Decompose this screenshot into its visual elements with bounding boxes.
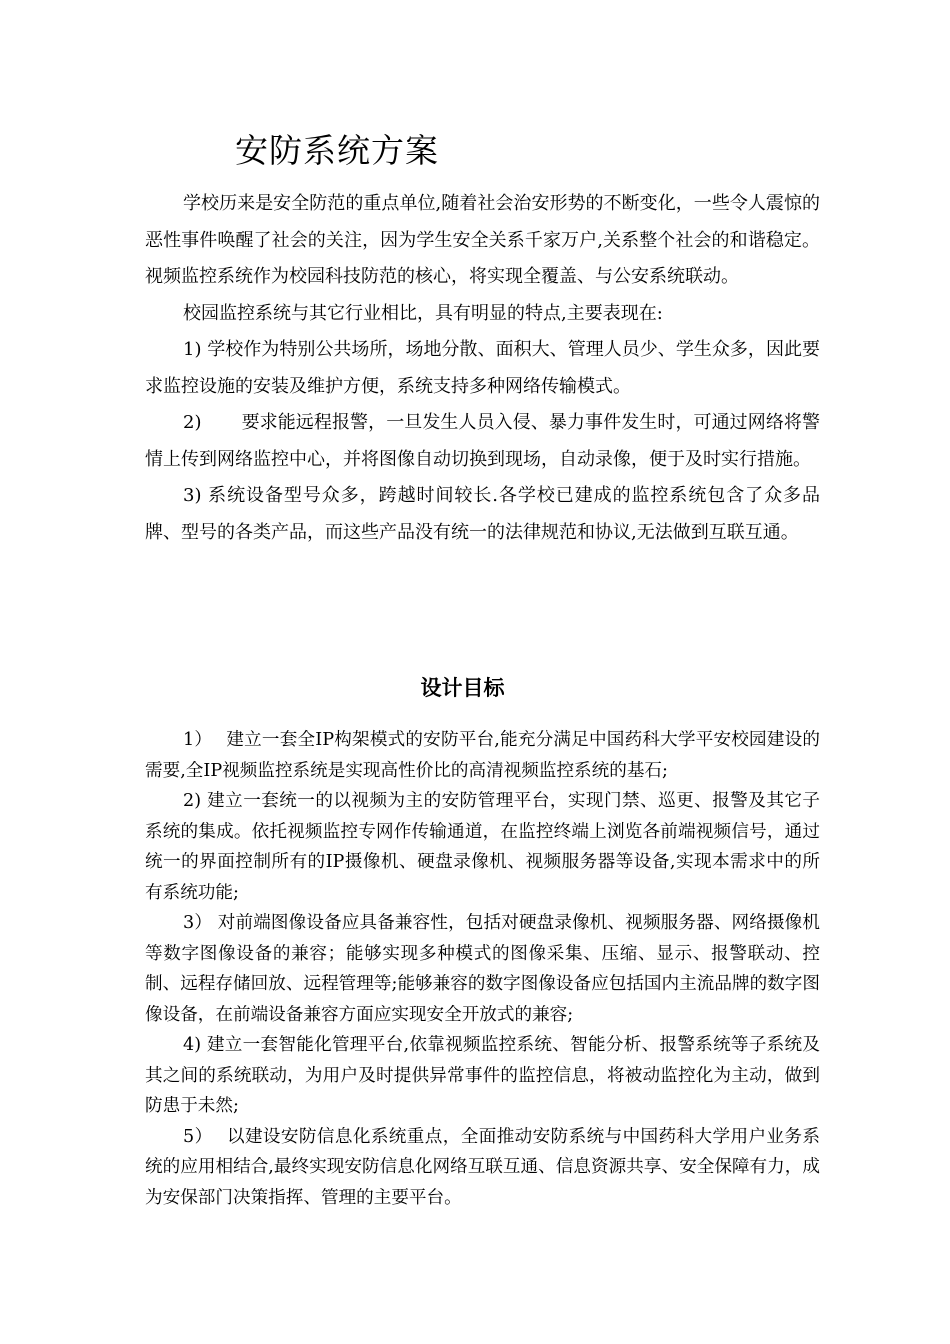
list-text: 以建设安防信息化系统重点，全面推动安防系统与中国药科大学用户业务系统的应用相结合,最终实现安防信息化网络互联互通、信息资源共享、安全保障有力，成为安保部门决策指挥、管理的主要平台。 <box>145 1126 820 1208</box>
intro-list-item <box>145 332 820 405</box>
list-number: 2) <box>183 791 202 811</box>
goal-item <box>145 725 820 786</box>
goals-section <box>145 725 820 1213</box>
intro-list-item <box>145 405 820 478</box>
document-title: 安防系统方案 <box>235 131 439 170</box>
goal-item <box>145 1030 820 1122</box>
intro-list-item <box>145 478 820 551</box>
goal-item <box>145 786 820 908</box>
intro-paragraph: 校园监控系统与其它行业相比，具有明显的特点,主要表现在: <box>183 302 663 324</box>
list-number: 3） <box>183 913 213 933</box>
list-number: 5） <box>183 1126 213 1147</box>
list-text: 要求能远程报警，一旦发生人员入侵、暴力事件发生时，可通过网络将警情上传到网络监控中心，并将图像自动切换到现场，自动录像，便于及时实行措施。 <box>145 412 820 470</box>
list-text: 学校作为特别公共场所，场地分散、面积大、管理人员少、学生众多，因此要求监控设施的安装及维护方便，系统支持多种网络传输模式。 <box>145 339 820 397</box>
list-text: 对前端图像设备应具备兼容性，包括对硬盘录像机、视频服务器、网络摄像机等数字图像设备的兼容；能够实现多种模式的图像采集、压缩、显示、报警联动、控制、远程存储回放、远程管理等;能够兼容的数字图像设备应包括国内主流品牌的数字图像设备，在前端设备兼容方面应实现安全开放式的兼容; <box>145 913 820 1025</box>
list-text: 建立一套全IP构架模式的安防平台,能充分满足中国药科大学平安校园建设的需要,全IP视频监控系统是实现高性价比的高清视频监控系统的基石; <box>145 730 820 781</box>
list-number: 2) <box>183 412 202 433</box>
list-number: 3) <box>183 485 202 506</box>
list-text: 建立一套统一的以视频为主的安防管理平台，实现门禁、巡更、报警及其它子系统的集成。依托视频监控专网作传输通道，在监控终端上浏览各前端视频信号，通过统一的界面控制所有的IP摄像机、硬盘录像机、视频服务器等设备,实现本需求中的所有系统功能; <box>145 791 820 903</box>
section-heading: 设计目标 <box>420 676 505 700</box>
list-number: 4) <box>183 1035 202 1055</box>
intro-paragraph: 学校历来是安全防范的重点单位,随着社会治安形势的不断变化，一些令人震惊的恶性事件唤醒了社会的关注，因为学生安全关系千家万户,关系整个社会的和谐稳定。视频监控系统作为校园科技防范的核心，将实现全覆盖、与公安系统联动。 <box>145 193 820 287</box>
goal-item <box>145 908 820 1030</box>
list-number: 1） <box>183 730 213 750</box>
list-text: 系统设备型号众多，跨越时间较长.各学校已建成的监控系统包含了众多品牌、型号的各类产品，而这些产品没有统一的法律规范和协议,无法做到互联互通。 <box>145 485 820 543</box>
intro-section <box>145 186 820 551</box>
goal-item <box>145 1122 820 1214</box>
list-number: 1) <box>183 339 202 360</box>
list-text: 建立一套智能化管理平台,依靠视频监控系统、智能分析、报警系统等子系统及其之间的系统联动，为用户及时提供异常事件的监控信息，将被动监控化为主动，做到防患于未然; <box>145 1035 820 1116</box>
